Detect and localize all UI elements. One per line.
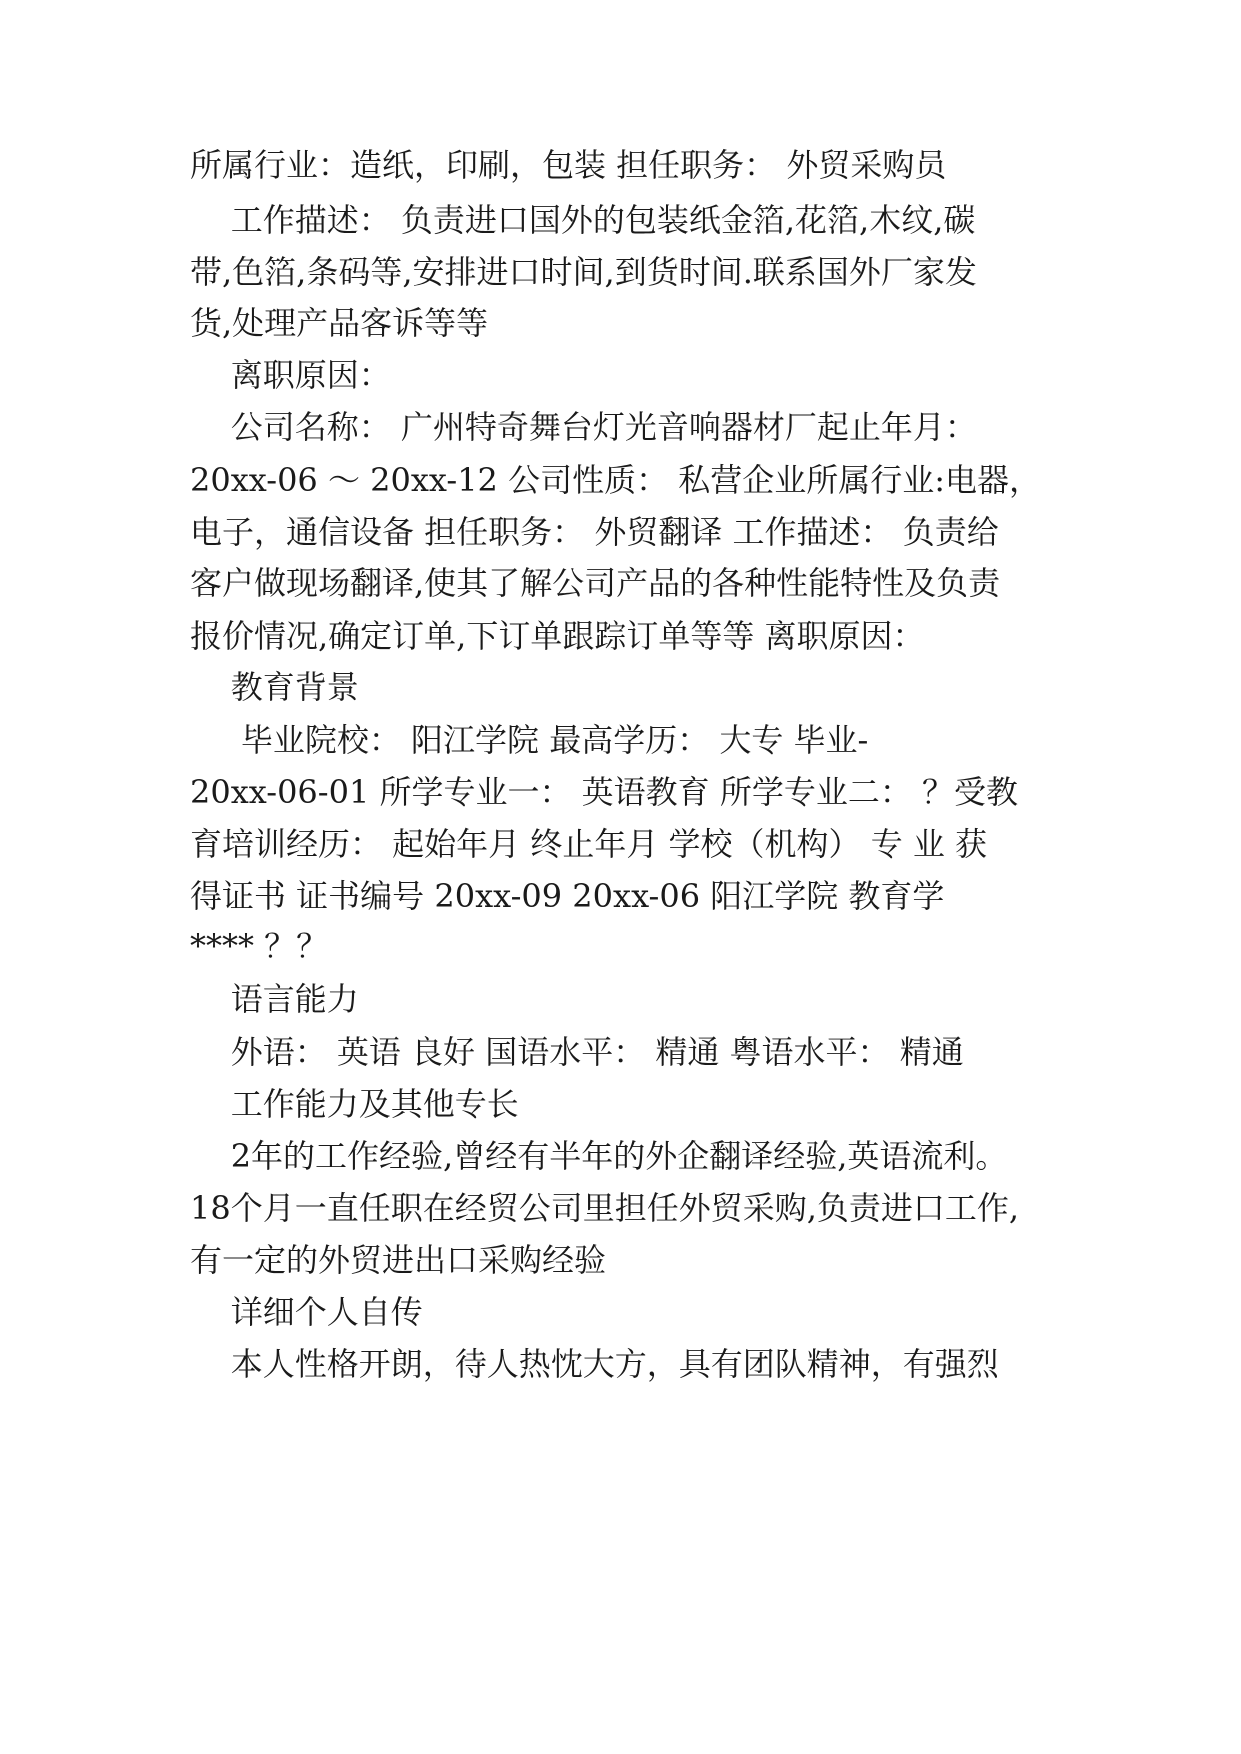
text-line: 有一定的外贸进出口采购经验 <box>190 1241 607 1279</box>
text-line: 毕业院校： 阳江学院 最高学历： 大专 毕业- <box>190 721 869 759</box>
text-line: 电子，通信设备 担任职务： 外贸翻译 工作描述： 负责给 <box>190 513 999 551</box>
text-line: 货,处理产品客诉等等 <box>190 304 489 342</box>
text-line: 本人性格开朗，待人热忱大方，具有团队精神，有强烈 <box>190 1345 999 1383</box>
text-line: 所属行业：造纸，印刷，包装 担任职务： 外贸采购员 <box>190 146 947 184</box>
section-heading: 工作能力及其他专长 <box>190 1085 519 1123</box>
text-line: 公司名称： 广州特奇舞台灯光音响器材厂起止年月： <box>190 408 977 446</box>
text-line: 育培训经历： 起始年月 终止年月 学校（机构） 专 业 获 <box>190 825 988 863</box>
text-line: 工作描述： 负责进口国外的包装纸金箔,花箔,木纹,碳 <box>190 201 976 239</box>
text-line: 报价情况,确定订单,下订单跟踪订单等等 离职原因： <box>190 617 925 655</box>
text-line: 离职原因： <box>190 356 391 394</box>
text-line: 外语： 英语 良好 国语水平： 精通 粤语水平： 精通 <box>190 1033 964 1071</box>
text-line: 客户做现场翻译,使其了解公司产品的各种性能特性及负责 <box>190 564 1001 602</box>
text-line: 得证书 证书编号 20xx-09 20xx-06 阳江学院 教育学 <box>190 877 945 915</box>
text-line: 20xx-06 ～ 20xx-12 公司性质： 私营企业所属行业:电器， <box>190 461 1042 499</box>
text-line: 2年的工作经验,曾经有半年的外企翻译经验,英语流利。 <box>190 1137 1008 1175</box>
section-heading: 教育背景 <box>190 668 359 706</box>
section-heading: 详细个人自传 <box>190 1293 423 1331</box>
text-line: 18个月一直任职在经贸公司里担任外贸采购,负责进口工作, <box>190 1189 1020 1227</box>
text-line: **** ？？ <box>190 927 329 965</box>
section-heading: 语言能力 <box>190 980 359 1018</box>
text-line: 带,色箔,条码等,安排进口时间,到货时间.联系国外厂家发 <box>190 253 977 291</box>
text-line: 20xx-06-01 所学专业一： 英语教育 所学专业二： ？受教 <box>190 773 1019 811</box>
